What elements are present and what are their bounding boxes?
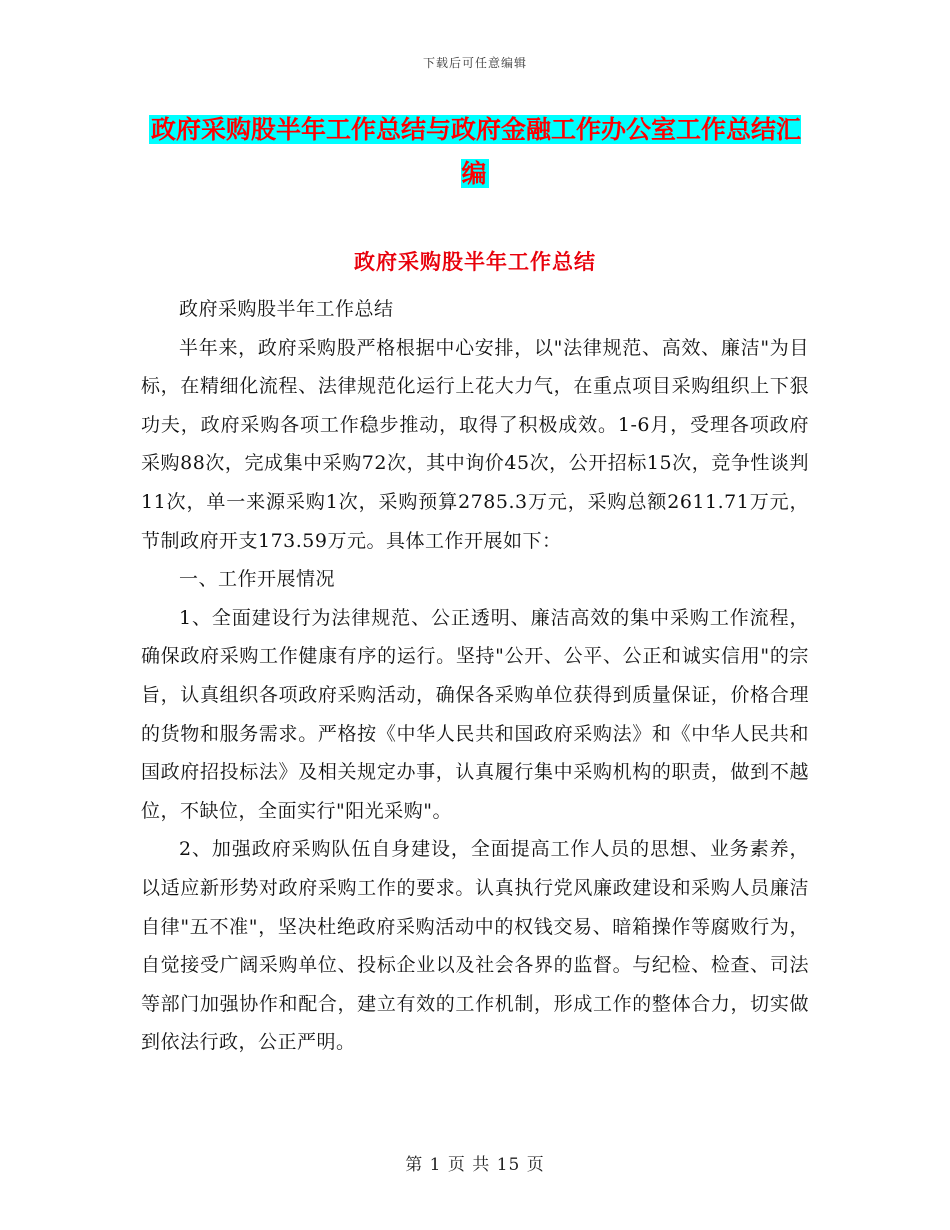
paragraph-item-1: 1、全面建设行为法律规范、公正透明、廉洁高效的集中采购工作流程，确保政府采购工作健康有序的运行。坚持"公开、公平、公正和诚实信用"的宗旨，认真组织各项政府采购活动，确保各采购单位获得到质量保证，价格合理的货物和服务需求。严格按《中华人民共和国政府采购法》和《中华人民共和国政府招投标法》及相关规定办事，认真履行集中采购机构的职责，做到不越位，不缺位，全面实行"阳光采购"。 [141,606,809,822]
section-title: 政府采购股半年工作总结 [354,249,596,274]
header-note: 下载后可任意编辑 [422,56,527,70]
page-indicator: 第 1 页 共 15 页 [405,1155,545,1175]
document-body [141,290,809,1062]
document-title-text: 政府采购股半年工作总结与政府金融工作办公室工作总结汇编 [150,115,801,188]
paragraph-summary: 半年来，政府采购股严格根据中心安排，以"法律规范、高效、廉洁"为目标，在精细化流程、法律规范化运行上花大力气，在重点项目采购组织上下狠功夫，政府采购各项工作稳步推动，取得了积极成效。1-6月，受理各项政府采购88次，完成集中采购72次，其中询价45次，公开招标15次，竞争性谈判11次，单一来源采购1次，采购预算2785.3万元，采购总额2611.71万元，节制政府开支173.59万元。具体工作开展如下： [141,336,809,552]
document-title [140,108,810,196]
paragraph-item-2: 2、加强政府采购队伍自身建设，全面提高工作人员的思想、业务素养，以适应新形势对政府采购工作的要求。认真执行党风廉政建设和采购人员廉洁自律"五不准"，坚决杜绝政府采购活动中的权钱交易、暗箱操作等腐败行为，自觉接受广阔采购单位、投标企业以及社会各界的监督。与纪检、检查、司法等部门加强协作和配合，建立有效的工作机制，形成工作的整体合力，切实做到依法行政，公正严明。 [141,838,809,1054]
paragraph-subtitle: 政府采购股半年工作总结 [179,298,394,320]
paragraph-heading-work: 一、工作开展情况 [179,568,336,591]
